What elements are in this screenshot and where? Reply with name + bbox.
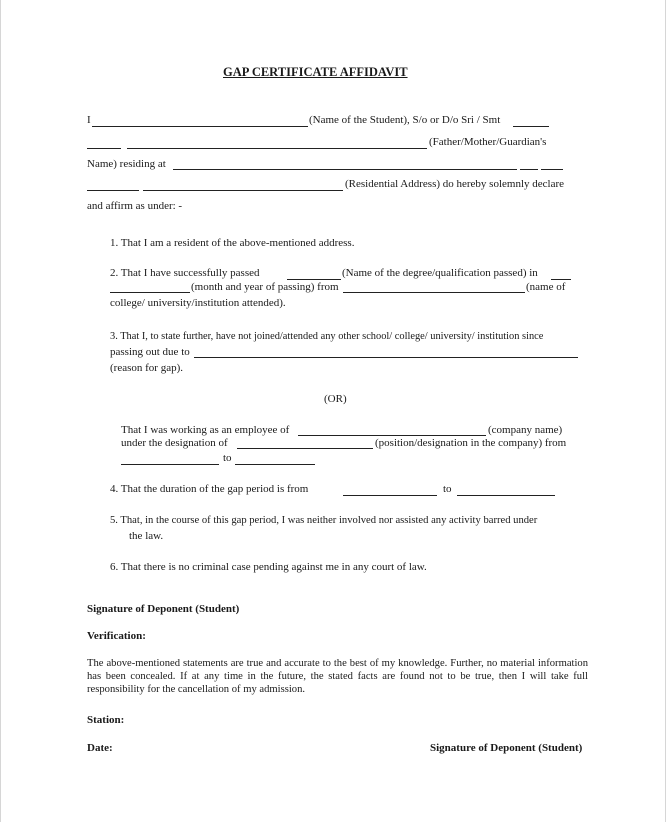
degree-blank[interactable]: [287, 279, 341, 280]
verification-text: The above-mentioned statements are true and accurate to the best of my knowledge. Further, no material information has been concealed. If at any time in the future, the stated facts are found not to be true, then I will take full responsibility for the cancellation of my admission.: [87, 658, 588, 695]
address-blank-1c[interactable]: [541, 169, 563, 170]
work-to: to: [223, 452, 232, 464]
item-3-c: (reason for gap).: [110, 362, 183, 374]
work-line-c: under the designation of: [121, 437, 228, 449]
gap-to-blank[interactable]: [457, 495, 555, 496]
item-3-a: 3. That I, to state further, have not joined/attended any other school/ college/ university/ institution since: [110, 331, 544, 342]
month-year-blank-2[interactable]: [110, 292, 190, 293]
address-blank-2a[interactable]: [87, 190, 139, 191]
work-line-d: (position/designation in the company) from: [375, 437, 567, 449]
gap-reason-blank[interactable]: [194, 357, 578, 358]
address-blank-2b[interactable]: [143, 190, 343, 191]
parent-name-blank-1[interactable]: [513, 126, 549, 127]
work-line-b: (company name): [488, 424, 563, 436]
intro-i: I: [87, 114, 91, 126]
intro-name-label: (Name of the Student), S/o or D/o Sri / Smt: [309, 114, 501, 126]
company-blank[interactable]: [298, 435, 486, 436]
item-3-b: passing out due to: [110, 346, 190, 358]
item-4-to: to: [443, 483, 452, 495]
item-5-b: the law.: [129, 530, 164, 542]
item-2-a: 2. That I have successfully passed: [110, 267, 260, 279]
intro-affirm: and affirm as under: -: [87, 200, 183, 212]
gap-from-blank[interactable]: [343, 495, 437, 496]
verification-heading: Verification:: [87, 630, 146, 642]
work-to-blank[interactable]: [235, 464, 315, 465]
item-2-e: college/ university/institution attended).: [110, 297, 286, 309]
college-blank[interactable]: [343, 292, 525, 293]
work-line-a: That I was working as an employee of: [121, 424, 290, 436]
designation-blank[interactable]: [237, 448, 373, 449]
item-4: 4. That the duration of the gap period is from: [110, 483, 309, 495]
student-name-blank[interactable]: [92, 126, 308, 127]
parent-name-blank-2b[interactable]: [127, 148, 427, 149]
station-label: Station:: [87, 714, 125, 726]
item-6: 6. That there is no criminal case pending against me in any court of law.: [110, 561, 427, 573]
month-year-blank-1[interactable]: [551, 279, 571, 280]
item-2-d: (name of: [526, 281, 566, 293]
or-divider: (OR): [324, 393, 347, 405]
item-5-a: 5. That, in the course of this gap period, I was neither involved nor assisted any activity barred under: [110, 515, 538, 526]
date-label: Date:: [87, 742, 113, 754]
intro-guardian-label: (Father/Mother/Guardian's: [429, 136, 547, 148]
document-title: GAP CERTIFICATE AFFIDAVIT: [223, 65, 408, 79]
intro-residing-label: Name) residing at: [87, 158, 166, 170]
intro-address-label: (Residential Address) do hereby solemnly declare: [345, 178, 565, 190]
work-from-blank[interactable]: [121, 464, 219, 465]
signature-deponent-bottom: Signature of Deponent (Student): [430, 742, 583, 754]
address-blank-1b[interactable]: [520, 169, 538, 170]
signature-deponent-top: Signature of Deponent (Student): [87, 603, 240, 615]
address-blank-1a[interactable]: [173, 169, 517, 170]
parent-name-blank-2a[interactable]: [87, 148, 121, 149]
item-2-b: (Name of the degree/qualification passed) in: [342, 267, 538, 279]
item-2-c: (month and year of passing) from: [191, 281, 339, 293]
item-1: 1. That I am a resident of the above-mentioned address.: [110, 237, 355, 249]
